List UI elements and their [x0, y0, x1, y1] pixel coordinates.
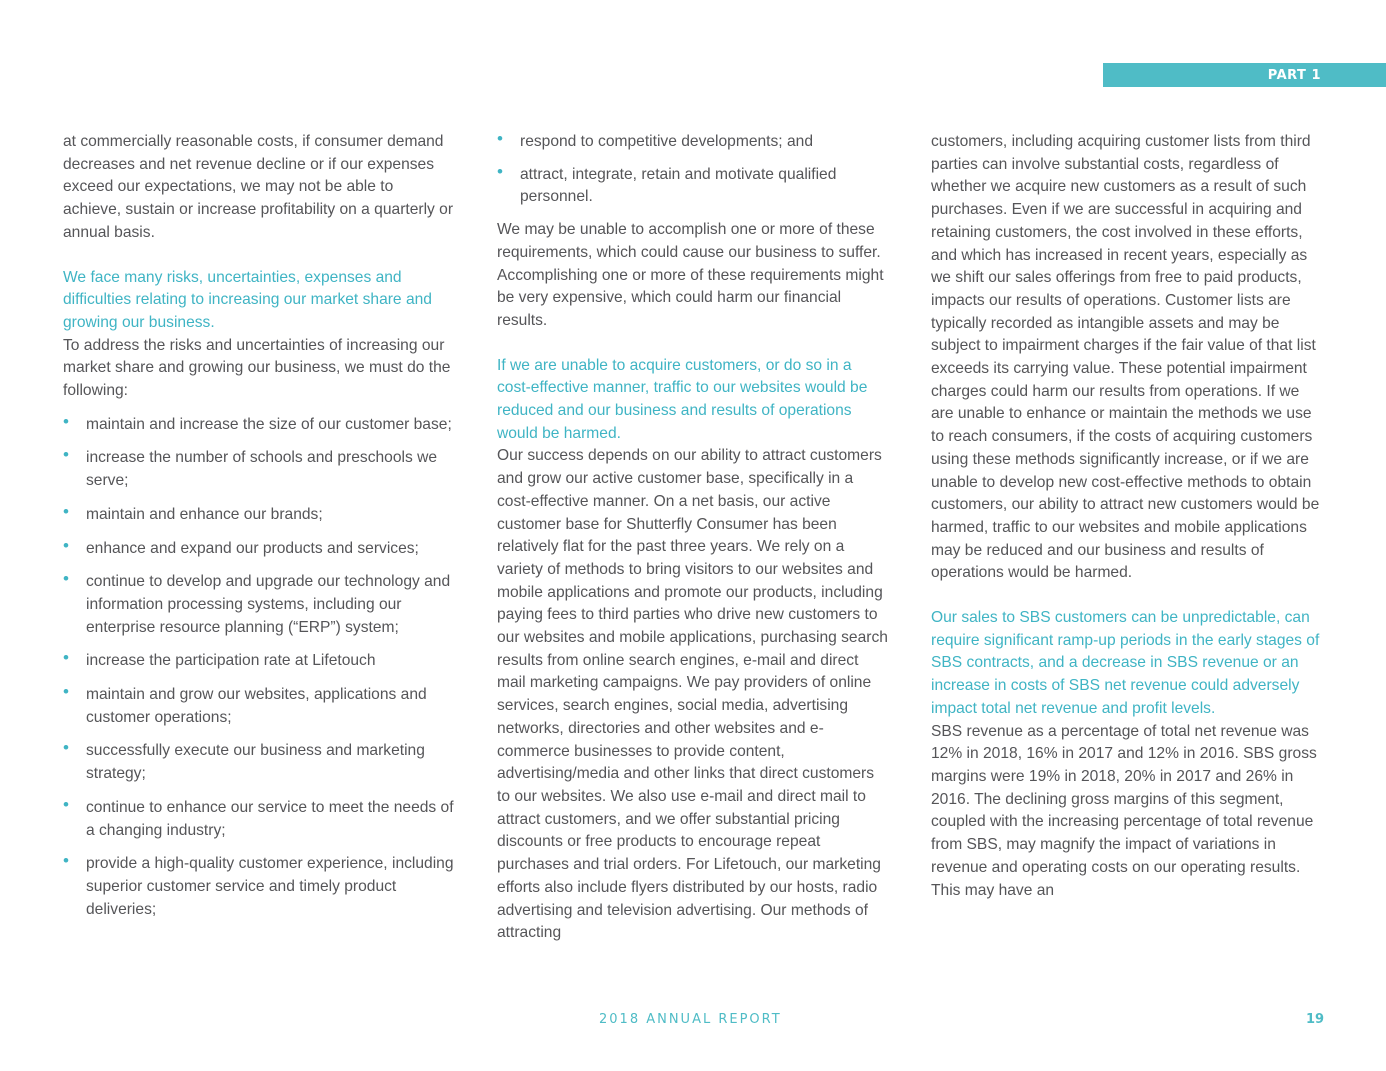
section-heading: We face many risks, uncertainties, expenses and difficulties relating to increasing our market share and growing our business. — [63, 268, 432, 331]
column-2 — [497, 131, 889, 945]
list-item: • provide a high-quality customer experience, including superior customer service and timely product deliveries; — [63, 853, 455, 921]
list-item: • continue to enhance our service to meet the needs of a changing industry; — [63, 797, 455, 842]
list-item: • respond to competitive developments; and — [497, 131, 889, 154]
section-heading: If we are unable to acquire customers, or do so in a cost-effective manner, traffic to our websites would be reduced and our business and results of operations would be harmed. — [497, 356, 868, 442]
section-heading: Our sales to SBS customers can be unpredictable, can require significant ramp-up periods in the early stages of SBS contracts, and a decrease in SBS revenue or an increase in costs of SBS net revenue could adversely impact total net revenue and profit levels. — [931, 609, 1320, 717]
list-item: • increase the number of schools and preschools we serve; — [63, 447, 455, 492]
list-item: • maintain and increase the size of our customer base; — [63, 414, 455, 437]
list-item: • maintain and grow our websites, applications and customer operations; — [63, 684, 455, 729]
body-paragraph: SBS revenue as a percentage of total net revenue was 12% in 2018, 16% in 2017 and 12% in 2016. SBS gross margins were 19% in 2018, 20% in 2017 and 26% in 2016. The declining gross margins of this segment, coupled with the increasing percentage of total revenue from SBS, may magnify the impact of variations in revenue and operating costs on our operating results. This may have an — [931, 722, 1317, 899]
list-item: • attract, integrate, retain and motivate qualified personnel. — [497, 164, 889, 209]
body-paragraph: customers, including acquiring customer lists from third parties can involve substantial costs, regardless of whether we acquire new customers as a result of such purchases. Even if we are successful in acquiring and retaining customers, the cost involved in these efforts, and which has increased in recent years, especially as we shift our sales offerings from free to paid products, impacts our results of operations. Customer lists are typically recorded as intangible assets and may be subject to impairment charges if the fair value of that list exceeds its carrying value. These potential impairment charges could harm our results from operations. If we are unable to enhance or maintain the methods we use to reach consumers, if the costs of acquiring customers using these methods significantly increase, or if we are unable to develop new cost-effective methods to obtain customers, our ability to attract new customers would be harmed, traffic to our websites and mobile applications may be reduced and our business and results of operations would be harmed. — [931, 133, 1320, 582]
list-item: • increase the participation rate at Lifetouch — [63, 650, 455, 673]
body-paragraph: To address the risks and uncertainties of increasing our market share and growing our business, we must do the following: — [63, 336, 451, 400]
list-item: • successfully execute our business and marketing strategy; — [63, 740, 455, 785]
body-paragraph: Our success depends on our ability to attract customers and grow our active customer base, specifically in a cost-effective manner. On a net basis, our active customer base for Shutterfly Consumer has been relatively flat for the past three years. We rely on a variety of methods to bring visitors to our websites and mobile applications and promote our products, including paying fees to third parties who drive new customers to our websites and mobile applications, purchasing search results from online search engines, e-mail and direct mail marketing campaigns. We pay providers of online services, search engines, social media, advertising networks, directories and other websites and e-commerce businesses to provide content, advertising/media and other links that direct customers to our websites. We also use e-mail and direct mail to attract customers, and we offer substantial pricing discounts or free products to encourage repeat purchases and trial orders. For Lifetouch, our marketing efforts also include flyers distributed by our hosts, radio advertising and television advertising. Our methods of attracting — [497, 447, 888, 942]
requirements-list-continued — [497, 131, 889, 209]
list-item: • maintain and enhance our brands; — [63, 504, 455, 527]
column-1 — [63, 131, 455, 921]
body-paragraph: at commercially reasonable costs, if consumer demand decreases and net revenue decline or if our expenses exceed our expectations, we may not be able to achieve, sustain or increase profitability on a quarterly or annual basis. — [63, 133, 454, 241]
requirements-list — [63, 414, 455, 922]
page-number: 19 — [1306, 1012, 1325, 1027]
report-title: 2018 ANNUAL REPORT — [599, 1012, 782, 1027]
column-3 — [931, 131, 1323, 902]
list-item: • enhance and expand our products and services; — [63, 538, 455, 561]
list-item: • continue to develop and upgrade our technology and information processing systems, including our enterprise resource planning (“ERP”) system; — [63, 571, 455, 639]
part-label-tab: PART 1 — [1103, 63, 1386, 87]
body-paragraph: We may be unable to accomplish one or more of these requirements, which could cause our business to suffer. Accomplishing one or more of these requirements might be very expensive, which could harm our financial results. — [497, 221, 884, 329]
